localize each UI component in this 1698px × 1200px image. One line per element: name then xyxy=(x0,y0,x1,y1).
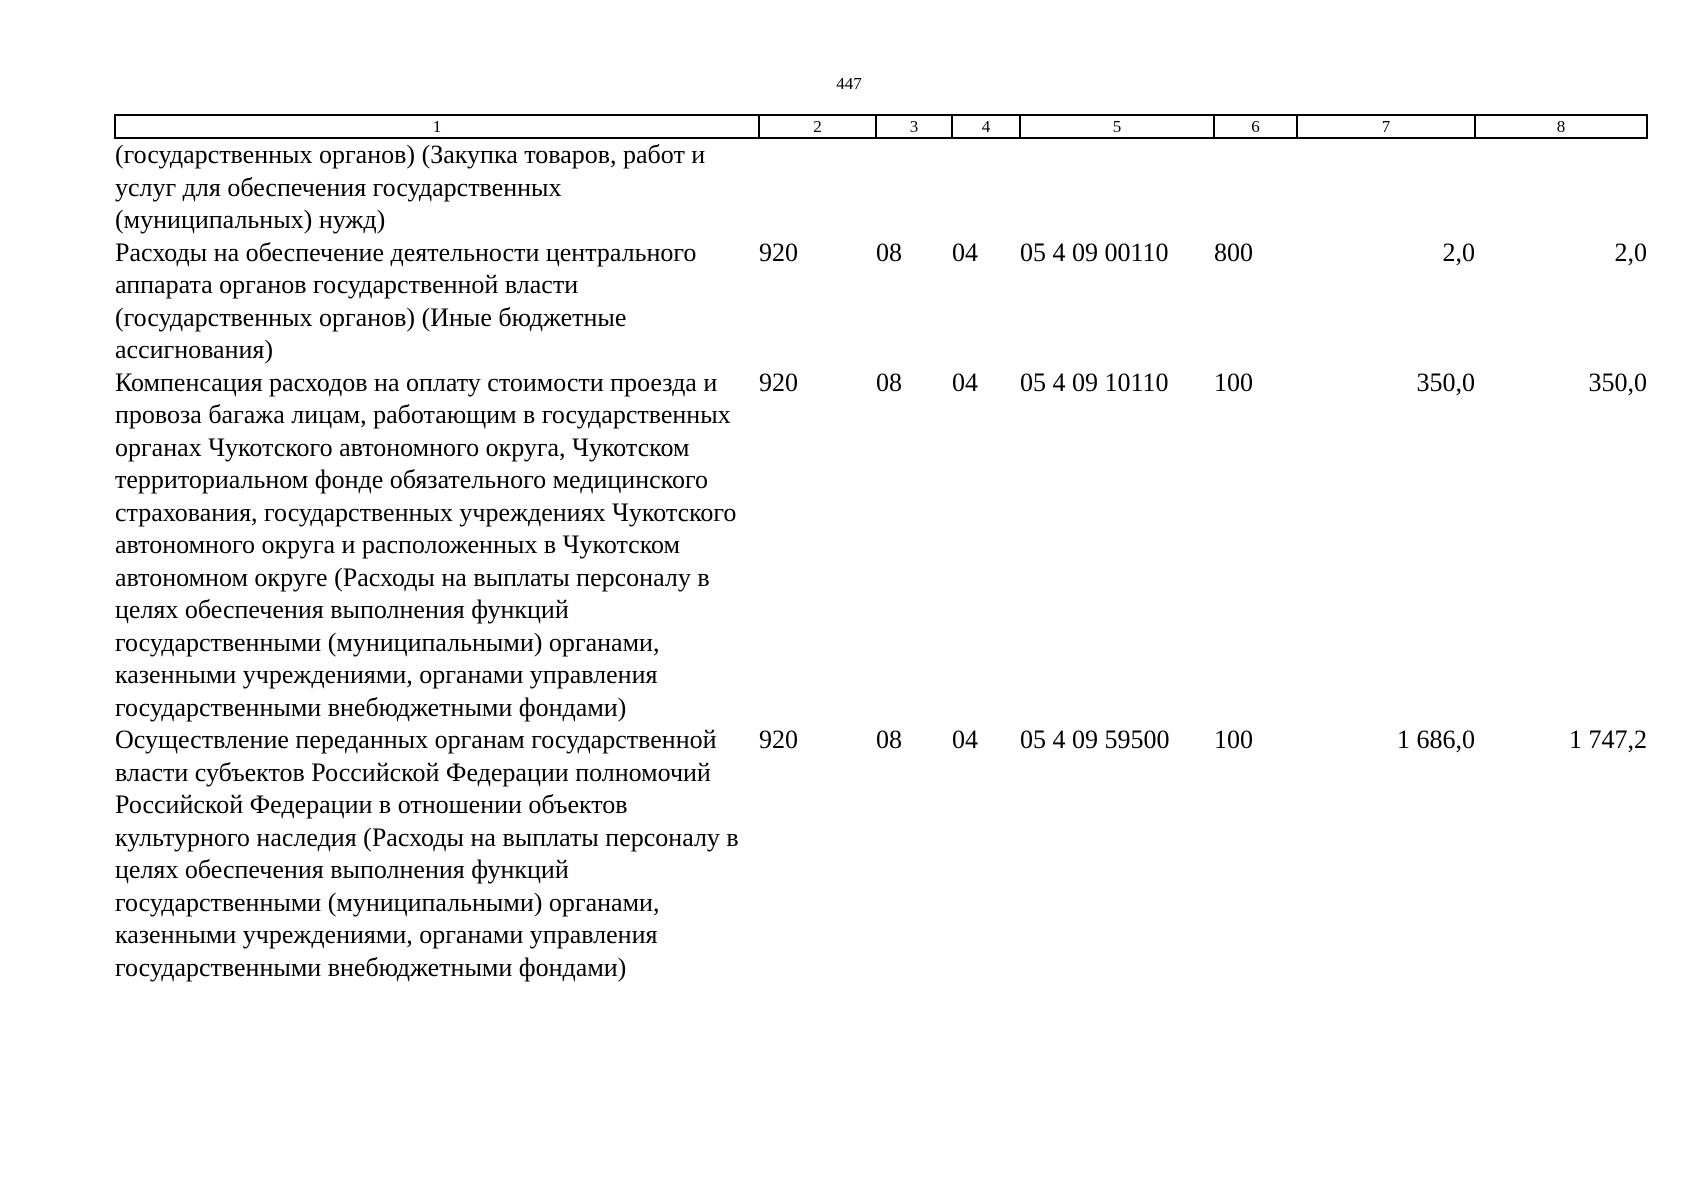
column-header-4: 4 xyxy=(952,115,1020,138)
row-expense-type: 100 xyxy=(1214,367,1253,397)
row-subsection: 04 xyxy=(952,725,978,754)
row-expense-type xyxy=(1214,138,1297,237)
row-target-item xyxy=(1020,138,1214,237)
row-expense-type: 800 xyxy=(1214,237,1253,267)
column-header-7: 7 xyxy=(1297,115,1475,138)
row-description: Компенсация расходов на оплату стоимости проезда и провоза багажа лицам, работающим в государственных органах Чукотского автономного округа, Чукотском территориальном фонде обязательного медицинского страхования, государственных учреждениях Чукотского автономного округа и расположенных в Чукотском автономном округе (Расходы на выплаты персоналу в целях обеспечения выполнения функций государственными (муниципальными) органами, казенными учреждениями, органами управления государственными внебюджетными фондами) xyxy=(115,367,737,722)
row-ministry: 920 xyxy=(759,725,798,754)
row-sum-2: 1 747,2 xyxy=(1569,725,1647,754)
column-header-5: 5 xyxy=(1020,115,1214,138)
row-subsection: 04 xyxy=(952,237,978,267)
row-sum-1: 1 686,0 xyxy=(1397,725,1475,754)
row-ministry xyxy=(759,138,876,237)
column-header-6: 6 xyxy=(1214,115,1297,138)
row-section: 08 xyxy=(876,237,902,267)
row-target-item: 05 4 09 59500 xyxy=(1020,725,1170,754)
row-sum-1: 2,0 xyxy=(1442,237,1475,267)
budget-table xyxy=(114,114,1648,984)
row-section xyxy=(876,138,952,237)
page-number: 447 xyxy=(836,74,862,93)
row-target-item: 05 4 09 10110 xyxy=(1020,367,1169,397)
row-sum-2: 350,0 xyxy=(1588,367,1647,397)
row-expense-type: 100 xyxy=(1214,725,1253,754)
table-row xyxy=(115,367,1647,725)
row-target-item: 05 4 09 00110 xyxy=(1020,237,1169,267)
row-description: Осуществление переданных органам государственной власти субъектов Российской Федерации полномочий Российской Федерации в отношении объектов культурного наследия (Расходы на выплаты персоналу в целях обеспечения выполнения функций государственными (муниципальными) органами, казенными учреждениями, органами управления государственными внебюджетными фондами) xyxy=(115,725,739,982)
row-description: Расходы на обеспечение деятельности центрального аппарата органов государственной власти (государственных органов) (Иные бюджетные ассигнования) xyxy=(115,237,697,364)
column-header-3: 3 xyxy=(876,115,952,138)
column-header-1: 1 xyxy=(115,115,759,138)
row-sum-2 xyxy=(1475,138,1647,237)
column-header-2: 2 xyxy=(759,115,876,138)
row-sum-1: 350,0 xyxy=(1416,367,1475,397)
row-section: 08 xyxy=(876,725,902,754)
table-row xyxy=(115,237,1647,367)
table-row xyxy=(115,138,1647,237)
row-subsection xyxy=(952,138,1020,237)
row-subsection: 04 xyxy=(952,367,978,397)
column-header-8: 8 xyxy=(1475,115,1647,138)
column-number-header-row xyxy=(115,115,1647,138)
row-sum-1 xyxy=(1297,138,1475,237)
row-ministry: 920 xyxy=(759,237,798,267)
row-section: 08 xyxy=(876,367,902,397)
row-sum-2: 2,0 xyxy=(1614,237,1647,267)
row-description: (государственных органов) (Закупка товаров, работ и услуг для обеспечения государственных (муниципальных) нужд) xyxy=(115,140,706,234)
row-ministry: 920 xyxy=(759,367,798,397)
table-row xyxy=(115,724,1647,984)
